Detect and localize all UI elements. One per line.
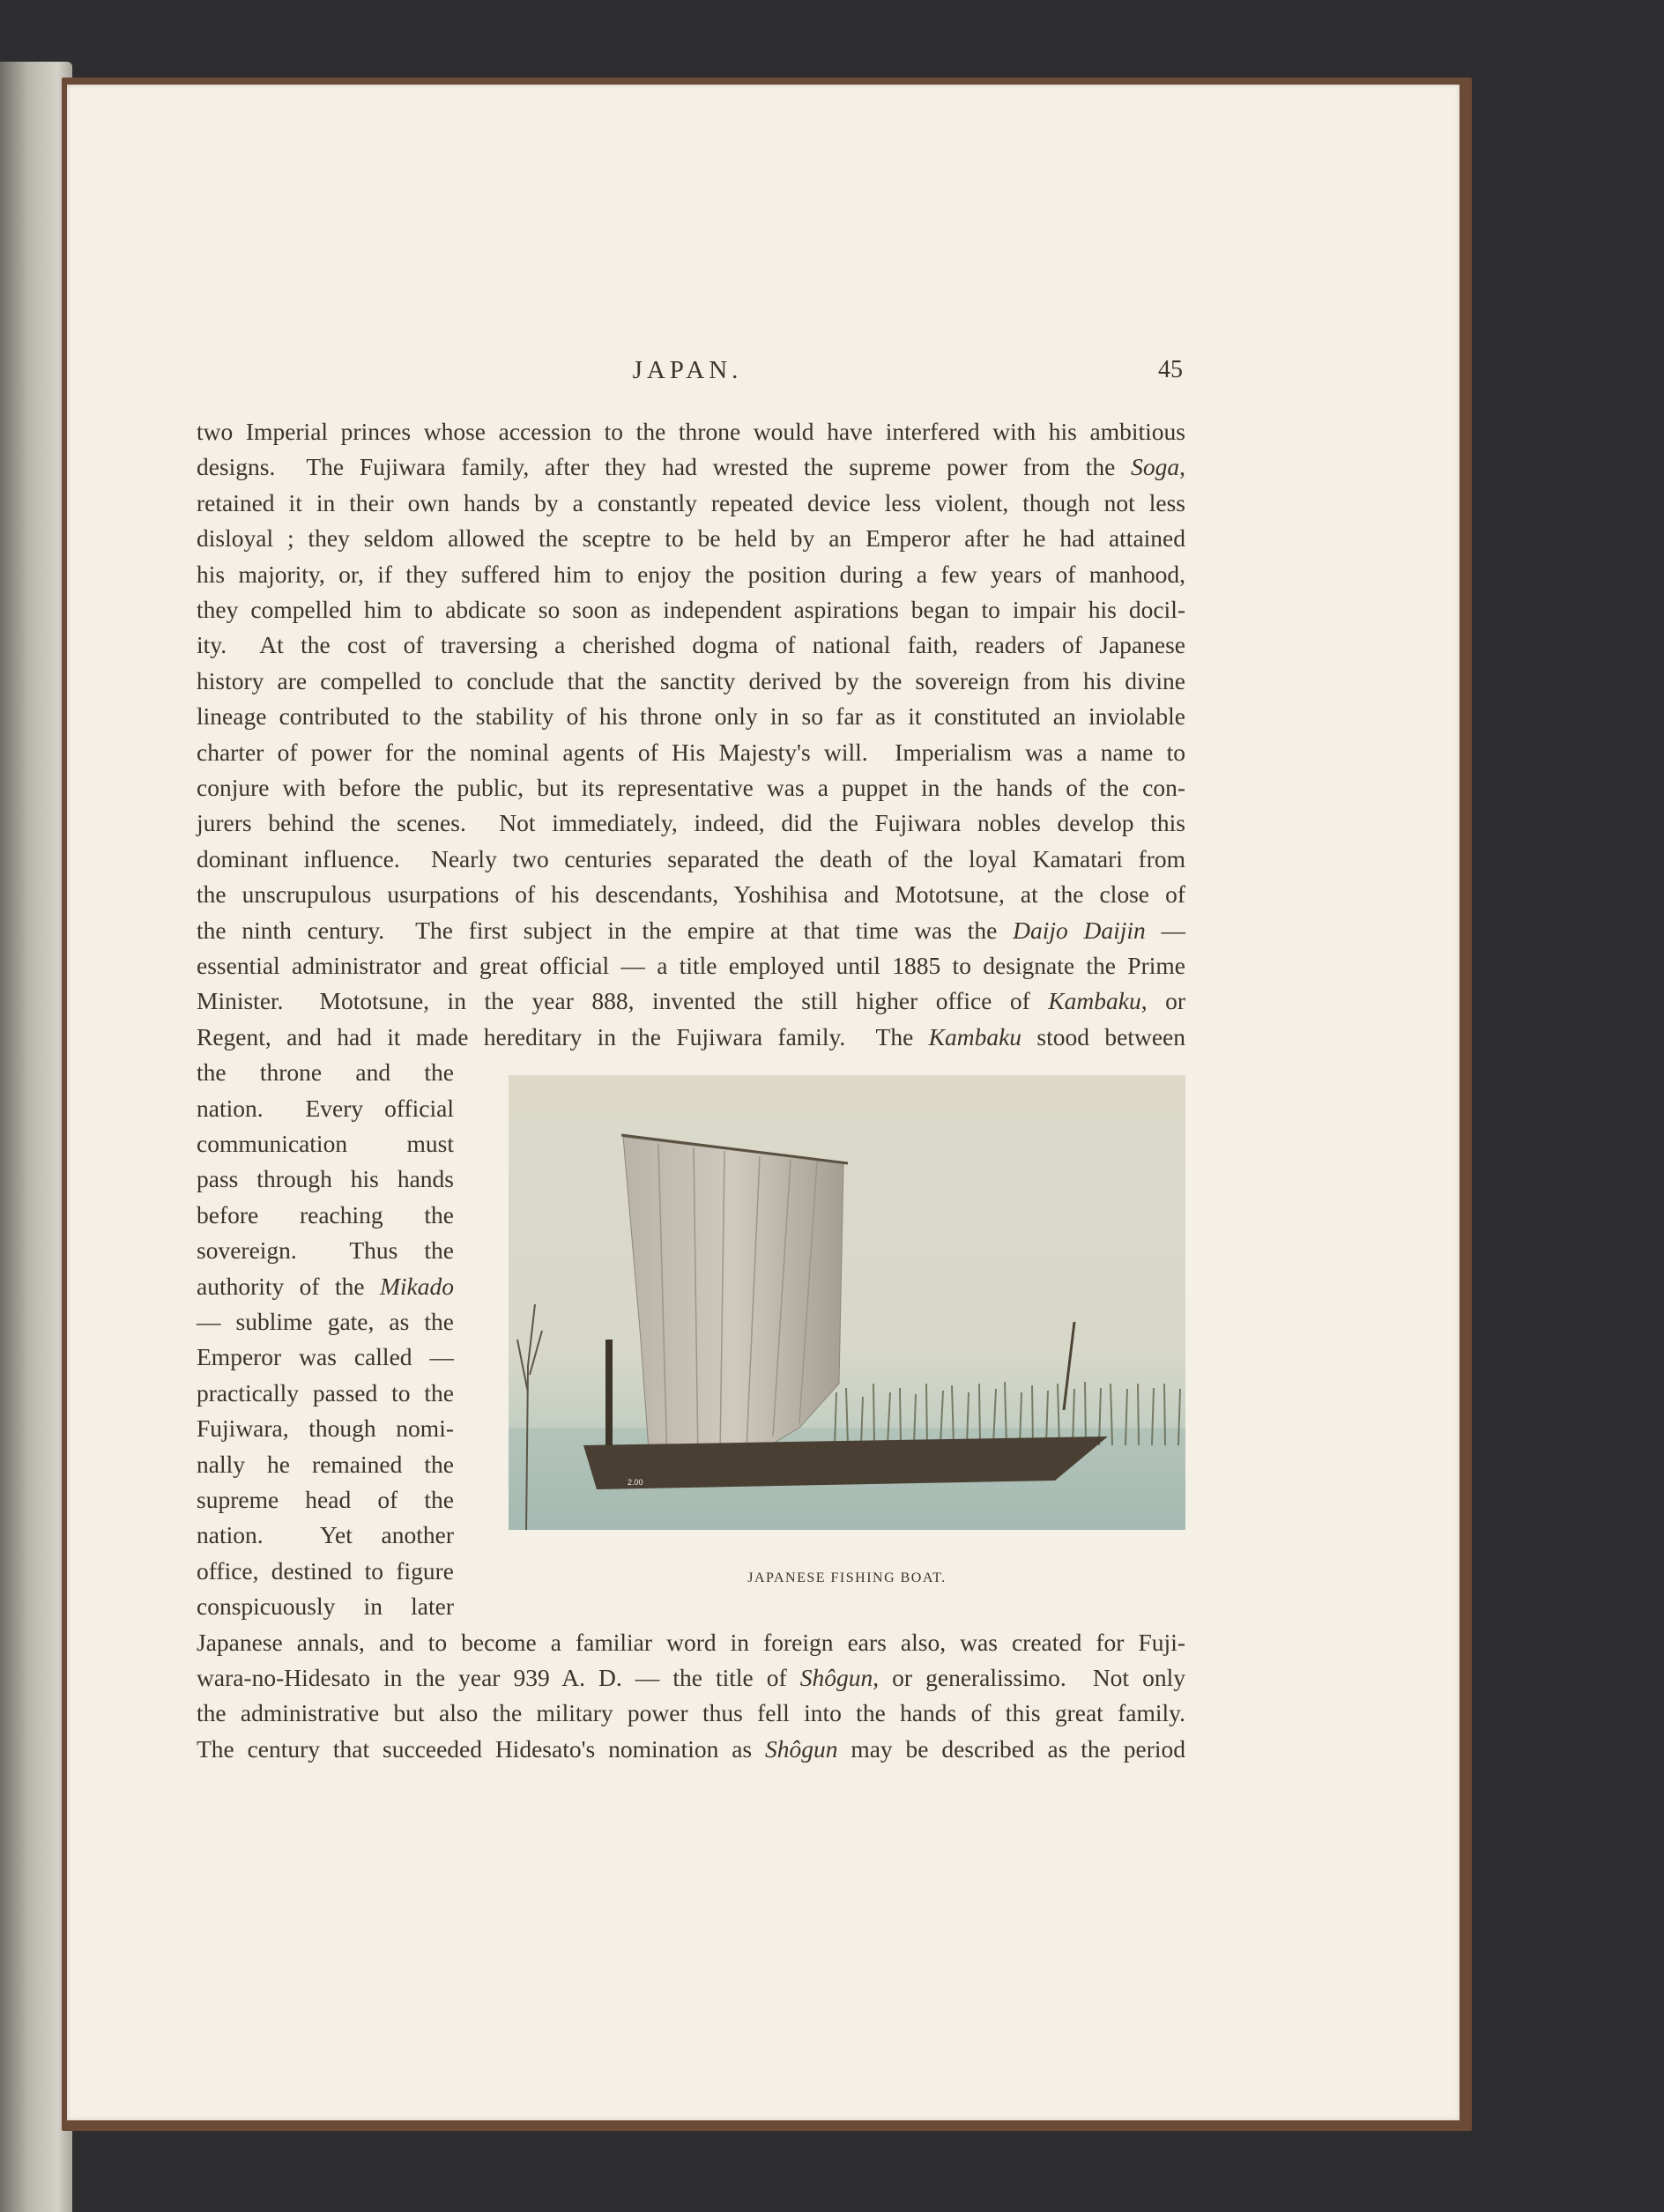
text-segment: pass through his hands [197,1165,454,1193]
text-line [197,486,1185,521]
text-line [197,1020,1185,1055]
text-segment: ity. At the cost of traversing a cherished dogma of national faith, readers of Japanese [197,631,1185,659]
text-segment: essential administrator and great official — a title employed until 1885 to designate the Prime [197,952,1185,979]
running-title: JAPAN. [632,356,743,384]
text-segment: stood between [1021,1022,1185,1050]
text-segment: the administrative but also the military power thus fell into the hands of this great family. [197,1699,1185,1727]
text-segment: retained it in their own hands by a constantly repeated device less violent, though not less [197,488,1185,516]
text-line [197,521,1185,556]
text-line [197,557,1185,592]
text-line [197,1518,454,1553]
text-segment: nally he remained the [197,1450,454,1478]
plate-japanese-fishing-boat [509,1075,1185,1530]
text-line [197,735,1185,770]
text-segment: — sublime gate, as the [197,1308,454,1335]
text-line [197,770,1185,805]
text-line [197,414,1185,449]
text-segment: practically passed to the [197,1378,454,1407]
page-header [0,356,1664,391]
text-segment: conspicuously in later [197,1592,454,1621]
text-line [197,1304,454,1340]
text-line [197,1696,1185,1731]
text-segment: nation. Every official [197,1094,454,1122]
text-segment: supreme head of the [197,1486,454,1513]
text-segment: may be described as the period [837,1734,1185,1763]
text-line [197,842,1185,877]
text-segment: designs. The Fujiwara family, after they had wrested the supreme power from the [197,453,1132,481]
italic-term: Shôgun [764,1734,838,1763]
text-segment: — [1145,916,1186,944]
text-segment: wara-no-Hidesato in the year 939 A. D. — the title of [197,1664,800,1691]
plate-caption: JAPANESE FISHING BOAT. [747,1570,947,1585]
text-line [197,664,1185,699]
text-line [197,1411,454,1446]
text-segment: they compelled him to abdicate so soon as independent aspirations began to impair his docil- [197,596,1185,623]
text-line [197,1233,454,1268]
text-line [197,1269,454,1304]
text-line [197,449,1185,485]
text-line [197,1732,1185,1767]
text-segment: communication must [197,1130,454,1157]
text-segment: lineage contributed to the stability of his throne only in so far as it constituted an inviolable [197,702,1185,731]
text-segment: , [1179,453,1185,481]
text-line [197,1447,454,1482]
text-segment: disloyal ; they seldom allowed the sceptre to be held by an Emperor after he had attained [197,524,1185,553]
text-segment: Regent, and had it made hereditary in the Fujiwara family. The [197,1022,929,1050]
text-segment: Emperor was called — [197,1343,454,1371]
text-line [197,877,1185,912]
text-line [197,1126,454,1162]
text-segment: two Imperial princes whose accession to the throne would have interfered with his ambitious [197,418,1185,445]
italic-term: Kambaku [928,1022,1022,1050]
plate-negative-number: 2.00 [628,1478,643,1487]
text-line [197,984,1185,1019]
text-line [197,1589,454,1624]
text-line [197,1376,454,1411]
text-segment: jurers behind the scenes. Not immediately, indeed, did the Fujiwara nobles develop this [197,809,1185,837]
text-line [197,1660,1185,1696]
italic-term: Daijo Daijin [1013,916,1146,944]
italic-term: Kambaku [1048,987,1141,1015]
text-segment: The century that succeeded Hidesato's nomination as [197,1734,765,1763]
text-segment: conjure with before the public, but its representative was a puppet in the hands of the con- [197,774,1185,801]
text-line [197,913,1185,948]
text-segment: nation. Yet another [197,1521,454,1549]
italic-term: Mikado [379,1272,454,1300]
text-line [197,805,1185,841]
italic-term: Soga [1131,453,1180,481]
text-segment: office, destined to figure [197,1556,454,1585]
text-segment: Minister. Mototsune, in the year 888, invented the still higher office of [197,987,1049,1015]
text-segment: the unscrupulous usurpations of his descendants, Yoshihisa and Mototsune, at the close of [197,880,1185,909]
text-segment: the ninth century. The first subject in the empire at that time was the [197,916,1014,944]
text-line [197,1055,454,1090]
text-line [197,592,1185,627]
text-segment: before reaching the [197,1200,454,1228]
text-line [197,1554,454,1589]
text-line [197,1091,454,1126]
text-line [197,1340,454,1375]
text-segment: authority of the [197,1272,380,1300]
plate-sail [623,1137,843,1463]
text-line [197,627,1185,663]
text-line [197,1625,1185,1660]
text-line [197,1198,454,1233]
text-segment: charter of power for the nominal agents of His Majesty's will. Imperialism was a name to [197,738,1185,766]
text-segment: history are compelled to conclude that the sanctity derived by the sovereign from his divine [197,666,1185,694]
text-segment: Fujiwara, though nomi- [197,1414,454,1443]
text-segment: his majority, or, if they suffered him to enjoy the position during a few years of manhood, [197,560,1185,588]
text-line [197,1482,454,1518]
text-line [197,1162,454,1197]
text-segment: dominant influence. Nearly two centuries separated the death of the loyal Kamatari from [197,844,1185,872]
text-segment: Japanese annals, and to become a familiar word in foreign ears also, was created for Fuji- [197,1628,1185,1656]
italic-term: Shôgun [799,1664,873,1691]
text-line [197,699,1185,734]
text-segment: , or generalissimo. Not only [873,1664,1185,1691]
text-segment: , or [1140,987,1185,1015]
page-number: 45 [1158,356,1183,383]
text-line [197,948,1185,984]
text-segment: sovereign. Thus the [197,1236,454,1265]
text-segment: the throne and the [197,1058,454,1087]
